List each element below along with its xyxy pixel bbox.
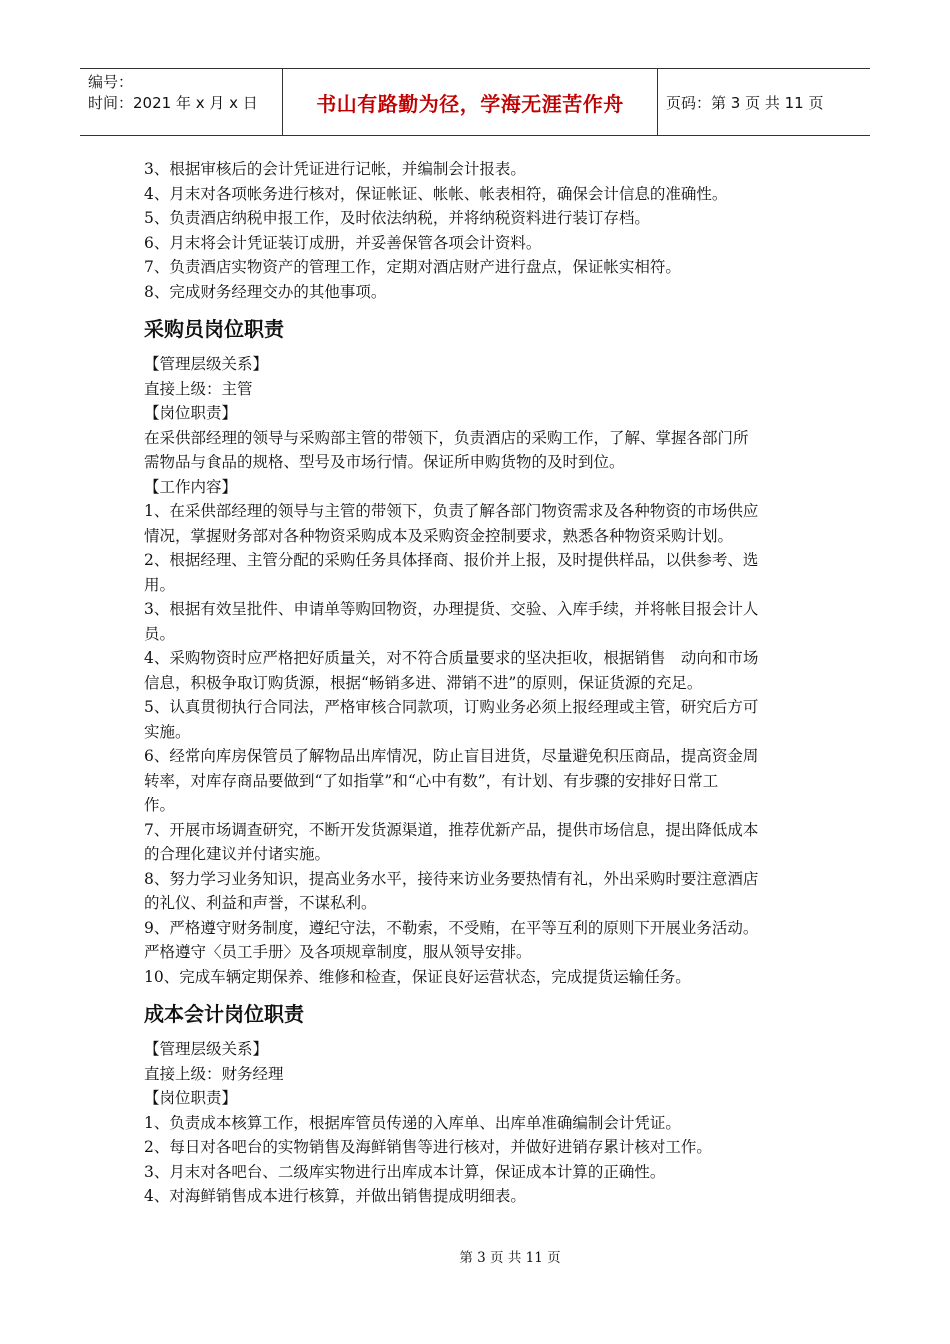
body-line: 【管理层级关系】 [144, 355, 269, 373]
header-meta [80, 69, 283, 135]
body-line: 10、完成车辆定期保养、维修和检查，保证良好运营状态，完成提货运输任务。 [144, 967, 691, 986]
body-line: 4、对海鲜销售成本进行核算，并做出销售提成明细表。 [144, 1187, 526, 1205]
body-line: 的合理化建议并付诸实施。 [144, 845, 331, 863]
time-label: 时间：2021 年 x 月 x 日 [88, 94, 258, 112]
body-line: 员。 [144, 624, 176, 643]
body-line: 9、严格遵守财务制度，遵纪守法，不勒索，不受贿，在平等互利的原则下开展业务活动。 [144, 918, 759, 937]
body-line: 2、每日对各吧台的实物销售及海鲜销售等进行核对，并做好进销存累计核对工作。 [144, 1138, 712, 1156]
page-footer [0, 1246, 950, 1266]
page-header [80, 68, 870, 136]
body-line: 5、认真贯彻执行合同法，严格审核合同款项，订购业务必须上报经理或主管，研究后方可 [144, 698, 759, 716]
section-title-cost-accountant: 成本会计岗位职责 [144, 1002, 304, 1026]
intro-line: 4、月末对各项帐务进行核对，保证帐证、帐帐、帐表相符，确保会计信息的准确性。 [144, 184, 728, 203]
body-line: 实施。 [144, 722, 191, 741]
body-line: 【工作内容】 [144, 477, 238, 496]
body-line: 情况，掌握财务部对各种物资采购成本及采购资金控制要求，熟悉各种物资采购计划。 [144, 526, 734, 545]
section-purchaser-body [144, 352, 814, 989]
intro-line: 6、月末将会计凭证装订成册，并妥善保管各项会计资料。 [144, 233, 542, 252]
body-line: 的礼仪、利益和声誉，不谋私利。 [144, 894, 377, 912]
body-line: 3、月末对各吧台、二级库实物进行出库成本计算，保证成本计算的正确性。 [144, 1162, 666, 1181]
section-title-purchaser: 采购员岗位职责 [144, 317, 284, 341]
body-line: 1、在采供部经理的领导与主管的带领下，负责了解各部门物资需求及各种物资的市场供应 [144, 502, 759, 520]
body-line: 4、采购物资时应严格把好质量关，对不符合质量要求的坚决拒收，根据销售 动向和市场 [144, 649, 759, 667]
intro-line: 3、根据审核后的会计凭证进行记帐，并编制会计报表。 [144, 160, 526, 178]
body-line: 【岗位职责】 [144, 404, 238, 422]
body-line: 2、根据经理、主管分配的采购任务具体择商、报价并上报，及时提供样品，以供参考、选 [144, 551, 759, 569]
body-line: 信息，积极争取订购货源，根据“畅销多进、滞销不进”的原则，保证货源的充足。 [144, 673, 703, 692]
body-line: 8、努力学习业务知识，提高业务水平，接待来访业务要热情有礼，外出采购时要注意酒店 [144, 869, 759, 888]
body-line: 【岗位职责】 [144, 1089, 238, 1107]
body-line: 在采供部经理的领导与采购部主管的带领下，负责酒店的采购工作，了解、掌握各部门所 [144, 428, 749, 447]
number-label: 编号： [88, 73, 134, 91]
intro-line: 5、负责酒店纳税申报工作，及时依法纳税，并将纳税资料进行装订存档。 [144, 209, 650, 227]
body-line: 用。 [144, 575, 176, 594]
intro-list [144, 157, 814, 304]
body-line: 【管理层级关系】 [144, 1040, 269, 1058]
body-line: 转率，对库存商品要做到“了如指掌”和“心中有数”，有计划、有步骤的安排好日常工 [144, 771, 719, 790]
body-line: 1、负责成本核算工作，根据库管员传递的入库单、出库单准确编制会计凭证。 [144, 1113, 681, 1132]
intro-line: 7、负责酒店实物资产的管理工作，定期对酒店财产进行盘点，保证帐实相符。 [144, 258, 681, 276]
document-body [144, 157, 814, 1209]
body-line: 直接上级：财务经理 [144, 1064, 284, 1083]
body-line: 6、经常向库房保管员了解物品出库情况，防止盲目进货，尽量避免积压商品，提高资金周 [144, 747, 759, 765]
body-line: 需物品与食品的规格、型号及市场行情。保证所申购货物的及时到位。 [144, 453, 625, 471]
body-line: 直接上级：主管 [144, 379, 253, 398]
header-page-label: 页码：第 3 页 共 11 页 [666, 93, 824, 112]
header-motto: 书山有路勤为径，学海无涯苦作舟 [283, 69, 658, 135]
section-cost-accountant-body [144, 1037, 814, 1209]
body-line: 7、开展市场调查研究，不断开发货源渠道，推荐优新产品，提供市场信息，提出降低成本 [144, 820, 759, 839]
footer-page-number: 第 3 页 共 11 页 [459, 1250, 561, 1266]
body-line: 严格遵守〈员工手册〉及各项规章制度，服从领导安排。 [144, 943, 532, 961]
body-line: 3、根据有效呈批件、申请单等购回物资，办理提货、交验、入库手续，并将帐目报会计人 [144, 600, 759, 618]
body-line: 作。 [144, 796, 176, 814]
intro-line: 8、完成财务经理交办的其他事项。 [144, 282, 387, 301]
